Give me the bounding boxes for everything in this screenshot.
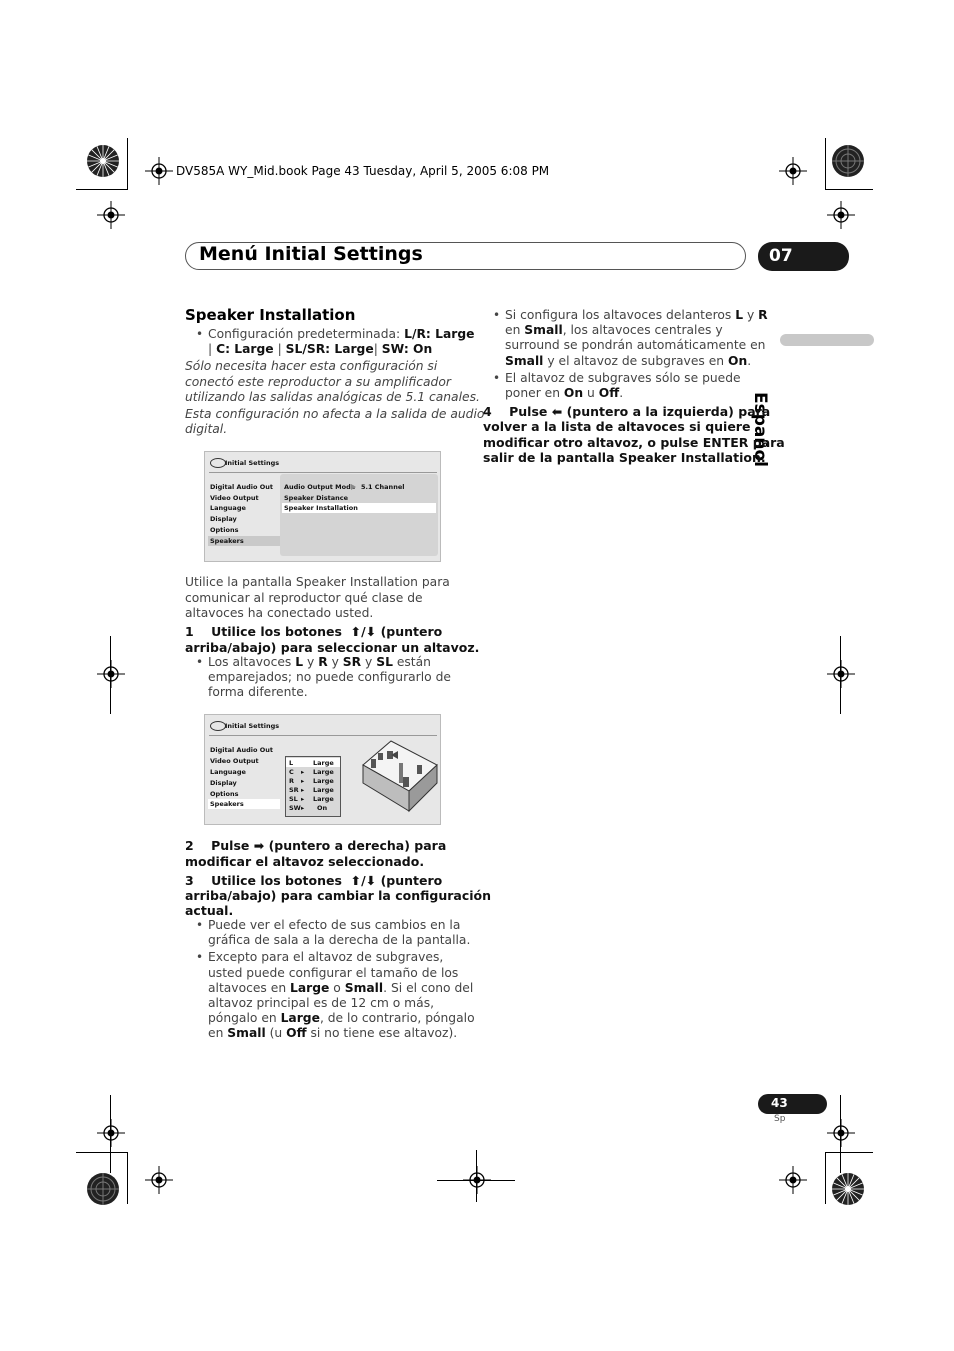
note-line: Sólo necesita hacer esta configuración si bbox=[185, 359, 438, 373]
speaker-value: Large bbox=[313, 759, 334, 767]
crop-line bbox=[476, 1150, 477, 1202]
menu-item-video-output: Video Output bbox=[210, 494, 259, 502]
crosshair-mark-icon bbox=[97, 660, 125, 688]
language-label: Español bbox=[750, 392, 770, 467]
up-arrow-icon: ⬆ bbox=[350, 624, 362, 639]
menu-item-speakers: Speakers bbox=[210, 537, 244, 545]
crosshair-mark-icon bbox=[779, 157, 807, 185]
step-4-line2: volver a la lista de altavoces si quiere bbox=[483, 419, 751, 434]
speaker-name: SL bbox=[289, 795, 298, 803]
speaker-value: Large bbox=[313, 786, 334, 794]
section-title: Speaker Installation bbox=[185, 306, 356, 324]
crosshair-mark-icon bbox=[779, 1166, 807, 1194]
triangle-right-icon: ▸ bbox=[301, 804, 305, 812]
initial-settings-screen-1 bbox=[204, 451, 441, 562]
menu-item-digital-audio-out: Digital Audio Out bbox=[210, 483, 274, 491]
note-line: Esta configuración no afecta a la salida de audio bbox=[185, 407, 485, 421]
right-bullet-line: en Small, los altavoces centrales y bbox=[505, 323, 723, 337]
note-line: conectó este reproductor a su amplificador bbox=[185, 375, 451, 389]
bullet: • bbox=[196, 950, 204, 964]
option-audio-output-mode: Audio Output Mode bbox=[284, 483, 356, 491]
left-arrow-icon: ⬅ bbox=[551, 404, 563, 419]
crop-line bbox=[110, 636, 111, 714]
step-1-bullet-line: emparejados; no puede configurarlo de bbox=[208, 670, 451, 684]
up-arrow-icon: ⬆ bbox=[350, 873, 362, 888]
bullet: • bbox=[493, 371, 501, 385]
intro-line: altavoces ha conectado usted. bbox=[185, 606, 374, 620]
bullet: • bbox=[196, 327, 204, 341]
right-bullet-line: poner en On u Off. bbox=[505, 386, 624, 400]
speaker-value: Large bbox=[313, 768, 334, 776]
triangle-right-icon: ▸ bbox=[301, 795, 305, 803]
audio-output-mode-value: 5.1 Channel bbox=[361, 483, 405, 491]
menu-item-display: Display bbox=[210, 515, 237, 523]
right-bullet-line: surround se pondrán automáticamente en bbox=[505, 338, 766, 352]
menu-item-digital-audio-out: Digital Audio Out bbox=[210, 746, 274, 754]
language-code: Sp bbox=[774, 1114, 786, 1124]
step-4-line4: salir de la pantalla Speaker Installation. bbox=[483, 450, 766, 465]
registration-rosette-icon bbox=[86, 144, 120, 178]
speaker-value: Large bbox=[313, 777, 334, 785]
step-3-bullet-line: altavoces en Large o Small. Si el cono del bbox=[208, 981, 474, 995]
default-settings-line1: Configuración predeterminada: L/R: Large bbox=[208, 327, 475, 341]
speaker-name: R bbox=[289, 777, 295, 785]
down-arrow-icon: ⬇ bbox=[365, 873, 377, 888]
registration-rosette-icon bbox=[831, 144, 865, 178]
option-speaker-distance: Speaker Distance bbox=[284, 494, 349, 502]
intro-line: comunicar al reproductor qué clase de bbox=[185, 591, 423, 605]
step-4-line1: 4 Pulse ⬅ (puntero a la izquierda) para bbox=[483, 404, 771, 419]
initial-settings-screen-2 bbox=[204, 714, 441, 825]
chapter-badge: 07 bbox=[758, 242, 849, 271]
speaker-name: C bbox=[289, 768, 294, 776]
crosshair-mark-icon bbox=[145, 1166, 173, 1194]
speaker-name: SW bbox=[289, 804, 301, 812]
registration-rosette-icon bbox=[831, 1172, 865, 1206]
speaker-value: Large bbox=[313, 795, 334, 803]
crop-line bbox=[825, 138, 826, 190]
screen-title: Initial Settings bbox=[225, 459, 280, 467]
step-1-line1: 1 Utilice los botones ⬆/⬇ (puntero bbox=[185, 624, 443, 639]
bullet: • bbox=[196, 918, 204, 932]
menu-item-options: Options bbox=[210, 790, 239, 798]
note-line: digital. bbox=[185, 422, 228, 436]
right-bullet-line: Small y el altavoz de subgraves en On. bbox=[505, 354, 752, 368]
triangle-right-icon bbox=[351, 484, 356, 490]
option-speaker-installation: Speaker Installation bbox=[284, 504, 358, 512]
screen-title: Initial Settings bbox=[225, 722, 280, 730]
crop-line bbox=[825, 1152, 826, 1204]
right-bullet-line: El altavoz de subgraves sólo se puede bbox=[505, 371, 741, 385]
step-3-line2: arriba/abajo) para cambiar la configuración bbox=[185, 888, 491, 903]
crosshair-mark-icon bbox=[827, 660, 855, 688]
bullet: • bbox=[493, 308, 501, 322]
crop-line bbox=[76, 1152, 128, 1153]
step-2-line1: 2 Pulse ➡ (puntero a derecha) para bbox=[185, 838, 447, 853]
crop-line bbox=[110, 1095, 111, 1173]
crop-line bbox=[127, 1152, 128, 1204]
down-arrow-icon: ⬇ bbox=[365, 624, 377, 639]
default-settings-line2: | C: Large | SL/SR: Large| SW: On bbox=[208, 342, 433, 356]
speaker-value: On bbox=[317, 804, 328, 812]
crosshair-mark-icon bbox=[827, 1119, 855, 1147]
crop-line bbox=[127, 138, 128, 190]
step-4-line3: modificar otro altavoz, o pulse ENTER para bbox=[483, 435, 785, 450]
crosshair-mark-icon bbox=[827, 201, 855, 229]
triangle-right-icon: ▸ bbox=[301, 777, 305, 785]
crop-line bbox=[825, 1152, 873, 1153]
step-1-bullet-line: Los altavoces L y R y SR y SL están bbox=[208, 655, 431, 669]
step-3-bullet-line: altavoz principal es de 12 cm o más, bbox=[208, 996, 435, 1010]
bullet: • bbox=[196, 655, 204, 669]
page-title: Menú Initial Settings bbox=[199, 243, 423, 265]
menu-item-video-output: Video Output bbox=[210, 757, 259, 765]
menu-item-display: Display bbox=[210, 779, 237, 787]
speaker-list bbox=[285, 756, 341, 817]
registration-rosette-icon bbox=[86, 1172, 120, 1206]
step-3-bullet-line: Excepto para el altavoz de subgraves, bbox=[208, 950, 444, 964]
step-1-line2: arriba/abajo) para seleccionar un altavoz. bbox=[185, 640, 480, 655]
page-number: 43 bbox=[758, 1094, 827, 1114]
intro-line: Utilice la pantalla Speaker Installation para bbox=[185, 575, 450, 589]
step-3-bullet-line: gráfica de sala a la derecha de la pantalla. bbox=[208, 933, 471, 947]
language-side-tab bbox=[780, 334, 874, 346]
room-speaker-graphic bbox=[351, 737, 439, 821]
triangle-right-icon: ▸ bbox=[301, 768, 305, 776]
step-2-line2: modificar el altavoz seleccionado. bbox=[185, 854, 425, 869]
crop-line bbox=[825, 189, 873, 190]
crosshair-mark-icon bbox=[97, 1119, 125, 1147]
speaker-name: L bbox=[289, 759, 294, 767]
disc-icon bbox=[210, 458, 226, 468]
crop-line bbox=[840, 1095, 841, 1173]
triangle-right-icon: ▸ bbox=[301, 786, 305, 794]
right-bullet-line: Si configura los altavoces delanteros L y R bbox=[505, 308, 768, 322]
book-header-info: DV585A WY_Mid.book Page 43 Tuesday, April 5, 2005 6:08 PM bbox=[176, 164, 550, 178]
crosshair-mark-icon bbox=[97, 201, 125, 229]
crop-line bbox=[840, 636, 841, 714]
step-3-line1: 3 Utilice los botones ⬆/⬇ (puntero bbox=[185, 873, 443, 888]
menu-item-speakers: Speakers bbox=[210, 800, 244, 808]
menu-item-language: Language bbox=[210, 768, 246, 776]
menu-item-language: Language bbox=[210, 504, 246, 512]
right-arrow-icon: ➡ bbox=[253, 838, 265, 853]
step-3-bullet-line: en Small (u Off si no tiene ese altavoz). bbox=[208, 1026, 458, 1040]
disc-icon bbox=[210, 721, 226, 731]
step-3-bullet-line: Puede ver el efecto de sus cambios en la bbox=[208, 918, 461, 932]
step-3-bullet-line: póngalo en Large, de lo contrario, póngalo bbox=[208, 1011, 475, 1025]
step-1-bullet-line: forma diferente. bbox=[208, 685, 308, 699]
crosshair-mark-icon bbox=[145, 157, 173, 185]
step-3-line3: actual. bbox=[185, 903, 234, 918]
note-line: utilizando las salidas analógicas de 5.1 canales. bbox=[185, 390, 480, 404]
speaker-name: SR bbox=[289, 786, 299, 794]
step-3-bullet-line: usted puede configurar el tamaño de los bbox=[208, 966, 459, 980]
crop-line bbox=[76, 189, 128, 190]
menu-item-options: Options bbox=[210, 526, 239, 534]
